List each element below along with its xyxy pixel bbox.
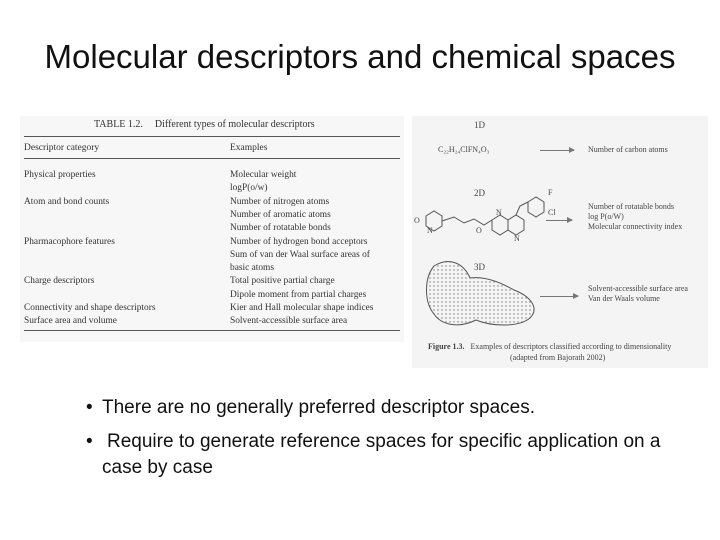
desc-2d-2: Molecular connectivity index: [588, 222, 683, 231]
molecular-formula: C₂₂H₂₄ClFN₄O₃: [438, 145, 490, 154]
atom-f: F: [548, 188, 553, 197]
table-caption-text: Different types of molecular descriptors: [154, 119, 315, 130]
table-row: [20, 316, 404, 329]
table-bottom-rule: [24, 330, 400, 331]
table-row: [20, 250, 404, 263]
atom-n-amine: N: [496, 208, 502, 217]
atom-n-morpholine: N: [427, 226, 433, 235]
label-2d: 2D: [474, 188, 485, 198]
table-cell-example: logP(o/w): [230, 183, 268, 194]
table-cell-example: Kier and Hall molecular shape indices: [230, 303, 374, 313]
arrow-3d: [540, 296, 578, 297]
arrow-2d: [546, 220, 572, 221]
atom-o-morpholine: O: [414, 216, 420, 225]
surface-3d-drawing: [420, 256, 544, 332]
table-row: [20, 223, 404, 236]
table-cell-example: Dipole moment from partial charges: [230, 289, 367, 300]
table-row: [20, 290, 404, 303]
table-cell-example: Number of nitrogen atoms: [230, 196, 330, 207]
arrow-1d: [540, 150, 574, 151]
table-row: [20, 276, 404, 289]
figure-caption-text: Examples of descriptors classified according to dimensionality: [470, 342, 672, 351]
table-row: [20, 263, 404, 276]
desc-3d-0: Solvent-accessible surface area: [588, 284, 688, 293]
table-row: [20, 303, 404, 316]
table-row: [20, 210, 404, 223]
vdw-surface-blob: [427, 262, 535, 325]
table-cell-example: Solvent-accessible surface area: [230, 316, 348, 327]
desc-2d-0: Number of rotatable bonds: [588, 202, 674, 211]
amine-link: [516, 202, 528, 215]
table-cell-example: Number of aromatic atoms: [230, 209, 331, 220]
structure-2d-drawing: [412, 188, 572, 258]
table-row: [20, 197, 404, 210]
atom-cl: Cl: [548, 208, 556, 217]
label-3d: 3D: [474, 262, 485, 272]
bullet-glyph: •: [86, 431, 93, 452]
atom-o-ether: O: [476, 226, 482, 235]
alkyl-chain: [442, 217, 492, 225]
table-caption-number: TABLE 1.2.: [94, 119, 143, 130]
table-cell-category: Physical properties: [24, 170, 96, 180]
pyrimidine-ring: [508, 215, 524, 235]
benzene-ring-right: [528, 197, 544, 217]
table-header-rule: [24, 158, 400, 159]
table-header-category: Descriptor category: [24, 143, 100, 153]
bullet-text-1: There are no generally preferred descriptor spaces.: [102, 397, 536, 418]
table-cell-example: Number of rotatable bonds: [230, 223, 331, 234]
bullet-item: [86, 395, 686, 421]
table-cell-example: Sum of van der Waal surface areas of: [230, 249, 370, 260]
figure-caption-line1: [428, 342, 671, 351]
table-cell-category: Atom and bond counts: [24, 196, 110, 207]
table-row: [20, 170, 404, 183]
dimensionality-figure-image: [412, 116, 708, 368]
table-cell-category: Pharmacophore features: [24, 236, 115, 247]
bullet-text-2: Require to generate reference spaces for specific application on a case by case: [102, 431, 661, 478]
table-cell-example: Number of hydrogen bond acceptors: [230, 236, 368, 247]
bullet-glyph: •: [86, 397, 93, 418]
table-cell-category: Surface area and volume: [24, 316, 117, 327]
descriptor-table-image: [20, 116, 404, 342]
figure-caption-number: Figure 1.3.: [428, 342, 465, 351]
label-1d: 1D: [474, 120, 485, 130]
atom-n-ring: N: [514, 234, 520, 243]
slide-title: Molecular descriptors and chemical spaces: [44, 38, 676, 75]
benzene-ring-left: [492, 215, 508, 235]
desc-1d-0: Number of carbon atoms: [588, 145, 668, 154]
table-cell-category: Charge descriptors: [24, 276, 95, 287]
table-cell-example: basic atoms: [230, 263, 275, 274]
table-cell-example: Total positive partial charge: [230, 276, 335, 287]
figure-caption-line2: (adapted from Bajorath 2002): [510, 353, 606, 362]
table-header-examples: Examples: [230, 143, 268, 153]
table-row: [20, 237, 404, 250]
bullet-list: [86, 395, 686, 489]
table-row: [20, 183, 404, 196]
desc-2d-1: log P(o/W): [588, 212, 624, 221]
table-caption: [94, 119, 315, 130]
table-cell-category: Connectivity and shape descriptors: [24, 303, 156, 313]
table-cell-example: Molecular weight: [230, 170, 297, 180]
table-top-rule: [24, 136, 400, 137]
desc-3d-1: Van der Waals volume: [588, 294, 660, 303]
bullet-item: [86, 429, 686, 481]
